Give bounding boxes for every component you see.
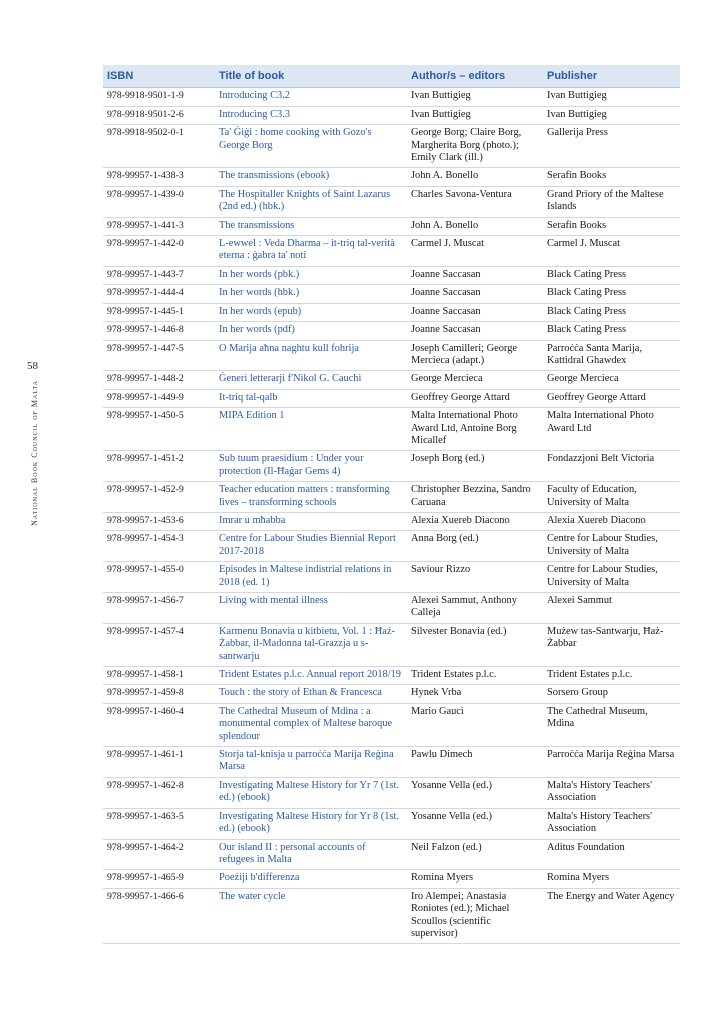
cell-authors: Christopher Bezzina, Sandro Caruana	[407, 482, 543, 513]
cell-publisher: Grand Priory of the Maltese Islands	[543, 186, 680, 217]
table-row	[103, 667, 680, 685]
cell-title: Investigating Maltese History for Yr 8 (1st. ed.) (ebook)	[215, 808, 407, 839]
cell-isbn: 978-9918-9501-1-9	[103, 88, 215, 106]
table-row	[103, 408, 680, 451]
cell-isbn: 978-99957-1-459-8	[103, 685, 215, 703]
cell-title: It-triq tal-qalb	[215, 389, 407, 407]
cell-title: Investigating Maltese History for Yr 7 (1st. ed.) (ebook)	[215, 777, 407, 808]
cell-title: The water cycle	[215, 888, 407, 944]
table-row	[103, 593, 680, 624]
cell-publisher: Centre for Labour Studies, University of Malta	[543, 562, 680, 593]
cell-title: Sub tuum praesidium : Under your protection (Il-Ħaġar Gems 4)	[215, 451, 407, 482]
cell-authors: Carmel J. Muscat	[407, 236, 543, 267]
cell-publisher: Black Cating Press	[543, 266, 680, 284]
cell-title: In her words (epub)	[215, 303, 407, 321]
cell-authors: Saviour Rizzo	[407, 562, 543, 593]
cell-title: Storja tal-knisja u parroċċa Marija Reġina Marsa	[215, 747, 407, 778]
table-row	[103, 870, 680, 888]
cell-publisher: Malta's History Teachers' Association	[543, 808, 680, 839]
cell-isbn: 978-99957-1-448-2	[103, 371, 215, 389]
table-row	[103, 125, 680, 168]
cell-title: Centre for Labour Studies Biennial Report 2017-2018	[215, 531, 407, 562]
cell-authors: Malta International Photo Award Ltd, Antoine Borg Micallef	[407, 408, 543, 451]
table-row	[103, 186, 680, 217]
cell-publisher: Alexei Sammut	[543, 593, 680, 624]
cell-title: Imrar u mħabba	[215, 512, 407, 530]
publication-table-container	[103, 65, 680, 944]
cell-publisher: Trident Estates p.l.c.	[543, 667, 680, 685]
cell-title: Our island II : personal accounts of refugees in Malta	[215, 839, 407, 870]
cell-authors: Joanne Saccasan	[407, 266, 543, 284]
table-row	[103, 340, 680, 371]
cell-isbn: 978-9918-9501-2-6	[103, 106, 215, 124]
cell-isbn: 978-99957-1-457-4	[103, 623, 215, 666]
cell-publisher: Fondazzjoni Belt Victoria	[543, 451, 680, 482]
table-row	[103, 236, 680, 267]
cell-title: In her words (hbk.)	[215, 285, 407, 303]
cell-isbn: 978-9918-9502-0-1	[103, 125, 215, 168]
cell-title: Poeżiji b'differenza	[215, 870, 407, 888]
side-running-title: National Book Council of Malta	[30, 380, 39, 526]
cell-title: In her words (pdf)	[215, 322, 407, 340]
cell-publisher: Gallerija Press	[543, 125, 680, 168]
cell-isbn: 978-99957-1-460-4	[103, 703, 215, 746]
table-row	[103, 303, 680, 321]
table-row	[103, 482, 680, 513]
cell-isbn: 978-99957-1-449-9	[103, 389, 215, 407]
table-row	[103, 747, 680, 778]
cell-publisher: Mużew tas-Santwarju, Ħaż-Żabbar	[543, 623, 680, 666]
cell-title: Episodes in Maltese indistrial relations in 2018 (ed. 1)	[215, 562, 407, 593]
cell-publisher: Serafin Books	[543, 217, 680, 235]
cell-title: The transmissions	[215, 217, 407, 235]
cell-title: Living with mental illness	[215, 593, 407, 624]
table-header-row	[103, 65, 680, 88]
cell-title: Touch : the story of Ethan & Francesca	[215, 685, 407, 703]
table-row	[103, 512, 680, 530]
cell-authors: Alexia Xuereb Diacono	[407, 512, 543, 530]
cell-isbn: 978-99957-1-455-0	[103, 562, 215, 593]
cell-isbn: 978-99957-1-439-0	[103, 186, 215, 217]
cell-isbn: 978-99957-1-450-5	[103, 408, 215, 451]
table-row	[103, 389, 680, 407]
cell-authors: Joseph Camilleri; George Mercieca (adapt.)	[407, 340, 543, 371]
cell-title: In her words (pbk.)	[215, 266, 407, 284]
cell-isbn: 978-99957-1-444-4	[103, 285, 215, 303]
cell-isbn: 978-99957-1-461-1	[103, 747, 215, 778]
cell-authors: Charles Savona-Ventura	[407, 186, 543, 217]
cell-authors: Alexei Sammut, Anthony Calleja	[407, 593, 543, 624]
cell-title: MIPA Edition 1	[215, 408, 407, 451]
cell-publisher: Carmel J. Muscat	[543, 236, 680, 267]
table-row	[103, 322, 680, 340]
header-authors: Author/s – editors	[407, 65, 543, 88]
cell-title: Teacher education matters : transforming lives – transforming schools	[215, 482, 407, 513]
cell-isbn: 978-99957-1-453-6	[103, 512, 215, 530]
cell-title: Trident Estates p.l.c. Annual report 2018/19	[215, 667, 407, 685]
cell-isbn: 978-99957-1-438-3	[103, 168, 215, 186]
table-body	[103, 88, 680, 944]
cell-authors: Romina Myers	[407, 870, 543, 888]
cell-publisher: Sorsero Group	[543, 685, 680, 703]
table-row	[103, 371, 680, 389]
cell-isbn: 978-99957-1-465-9	[103, 870, 215, 888]
cell-isbn: 978-99957-1-466-6	[103, 888, 215, 944]
cell-publisher: Aditus Foundation	[543, 839, 680, 870]
cell-title: L-ewwel : Veda Dharma – it-triq tal-verità eterna : ġabra ta' noti	[215, 236, 407, 267]
cell-publisher: George Mercieca	[543, 371, 680, 389]
cell-publisher: Romina Myers	[543, 870, 680, 888]
cell-publisher: Faculty of Education, University of Malta	[543, 482, 680, 513]
cell-title: Introducing C3.3	[215, 106, 407, 124]
cell-title: Ta' Ġiġi : home cooking with Gozo's George Borg	[215, 125, 407, 168]
cell-publisher: Black Cating Press	[543, 285, 680, 303]
cell-authors: Anna Borg (ed.)	[407, 531, 543, 562]
cell-authors: John A. Bonello	[407, 168, 543, 186]
table-row	[103, 777, 680, 808]
cell-authors: Ivan Buttigieg	[407, 106, 543, 124]
cell-authors: Hynek Vrba	[407, 685, 543, 703]
cell-authors: Trident Estates p.l.c.	[407, 667, 543, 685]
cell-publisher: Black Cating Press	[543, 322, 680, 340]
publication-table	[103, 65, 680, 944]
cell-isbn: 978-99957-1-456-7	[103, 593, 215, 624]
cell-publisher: The Cathedral Museum, Mdina	[543, 703, 680, 746]
table-row	[103, 88, 680, 106]
cell-isbn: 978-99957-1-442-0	[103, 236, 215, 267]
cell-publisher: Alexia Xuereb Diacono	[543, 512, 680, 530]
cell-publisher: Centre for Labour Studies, University of Malta	[543, 531, 680, 562]
cell-isbn: 978-99957-1-443-7	[103, 266, 215, 284]
cell-authors: George Borg; Claire Borg, Margherita Borg (photo.); Emily Clark (ill.)	[407, 125, 543, 168]
cell-authors: Pawlu Dimech	[407, 747, 543, 778]
table-row	[103, 839, 680, 870]
table-row	[103, 703, 680, 746]
cell-publisher: Geoffrey George Attard	[543, 389, 680, 407]
table-row	[103, 451, 680, 482]
table-row	[103, 562, 680, 593]
cell-authors: Joanne Saccasan	[407, 285, 543, 303]
cell-title: The Cathedral Museum of Mdina : a monumental complex of Maltese baroque splendour	[215, 703, 407, 746]
header-publisher: Publisher	[543, 65, 680, 88]
cell-title: Ġeneri letterarji f'Nikol G. Cauchi	[215, 371, 407, 389]
table-row	[103, 285, 680, 303]
cell-authors: George Mercieca	[407, 371, 543, 389]
cell-isbn: 978-99957-1-441-3	[103, 217, 215, 235]
table-row	[103, 623, 680, 666]
cell-authors: Silvester Bonavia (ed.)	[407, 623, 543, 666]
table-row	[103, 217, 680, 235]
cell-publisher: Malta International Photo Award Ltd	[543, 408, 680, 451]
cell-authors: Mario Gauci	[407, 703, 543, 746]
cell-authors: Joseph Borg (ed.)	[407, 451, 543, 482]
cell-authors: Yosanne Vella (ed.)	[407, 808, 543, 839]
cell-isbn: 978-99957-1-447-5	[103, 340, 215, 371]
table-row	[103, 168, 680, 186]
cell-isbn: 978-99957-1-458-1	[103, 667, 215, 685]
cell-authors: Geoffrey George Attard	[407, 389, 543, 407]
table-row	[103, 106, 680, 124]
cell-publisher: Parroċċa Santa Marija, Kattidral Ghawdex	[543, 340, 680, 371]
cell-authors: John A. Bonello	[407, 217, 543, 235]
cell-authors: Neil Falzon (ed.)	[407, 839, 543, 870]
cell-publisher: Serafin Books	[543, 168, 680, 186]
cell-authors: Iro Alempei; Anastasia Roniotes (ed.); Michael Scoullos (scientific supervisor)	[407, 888, 543, 944]
cell-authors: Yosanne Vella (ed.)	[407, 777, 543, 808]
cell-isbn: 978-99957-1-454-3	[103, 531, 215, 562]
table-row	[103, 531, 680, 562]
cell-title: Introducing C3.2	[215, 88, 407, 106]
cell-publisher: The Energy and Water Agency	[543, 888, 680, 944]
table-row	[103, 266, 680, 284]
table-row	[103, 685, 680, 703]
cell-isbn: 978-99957-1-452-9	[103, 482, 215, 513]
cell-isbn: 978-99957-1-463-5	[103, 808, 215, 839]
cell-isbn: 978-99957-1-446-8	[103, 322, 215, 340]
table-row	[103, 888, 680, 944]
cell-authors: Joanne Saccasan	[407, 303, 543, 321]
cell-isbn: 978-99957-1-462-8	[103, 777, 215, 808]
header-title: Title of book	[215, 65, 407, 88]
cell-authors: Ivan Buttigieg	[407, 88, 543, 106]
table-row	[103, 808, 680, 839]
cell-title: The Hospitaller Knights of Saint Lazarus (2nd ed.) (hbk.)	[215, 186, 407, 217]
cell-publisher: Malta's History Teachers' Association	[543, 777, 680, 808]
cell-isbn: 978-99957-1-445-1	[103, 303, 215, 321]
page-number: 58	[27, 360, 38, 372]
cell-title: Karmenu Bonavia u kitbietu, Vol. 1 : Ħaż-Żabbar, il-Madonna tal-Grazzja u s-santwarju	[215, 623, 407, 666]
header-isbn: ISBN	[103, 65, 215, 88]
cell-title: O Marija aħna naghtu kull fohrija	[215, 340, 407, 371]
cell-isbn: 978-99957-1-464-2	[103, 839, 215, 870]
cell-publisher: Ivan Buttigieg	[543, 88, 680, 106]
cell-publisher: Parroċċa Marija Reġina Marsa	[543, 747, 680, 778]
cell-isbn: 978-99957-1-451-2	[103, 451, 215, 482]
cell-publisher: Black Cating Press	[543, 303, 680, 321]
cell-title: The transmissions (ebook)	[215, 168, 407, 186]
cell-publisher: Ivan Buttigieg	[543, 106, 680, 124]
cell-authors: Joanne Saccasan	[407, 322, 543, 340]
